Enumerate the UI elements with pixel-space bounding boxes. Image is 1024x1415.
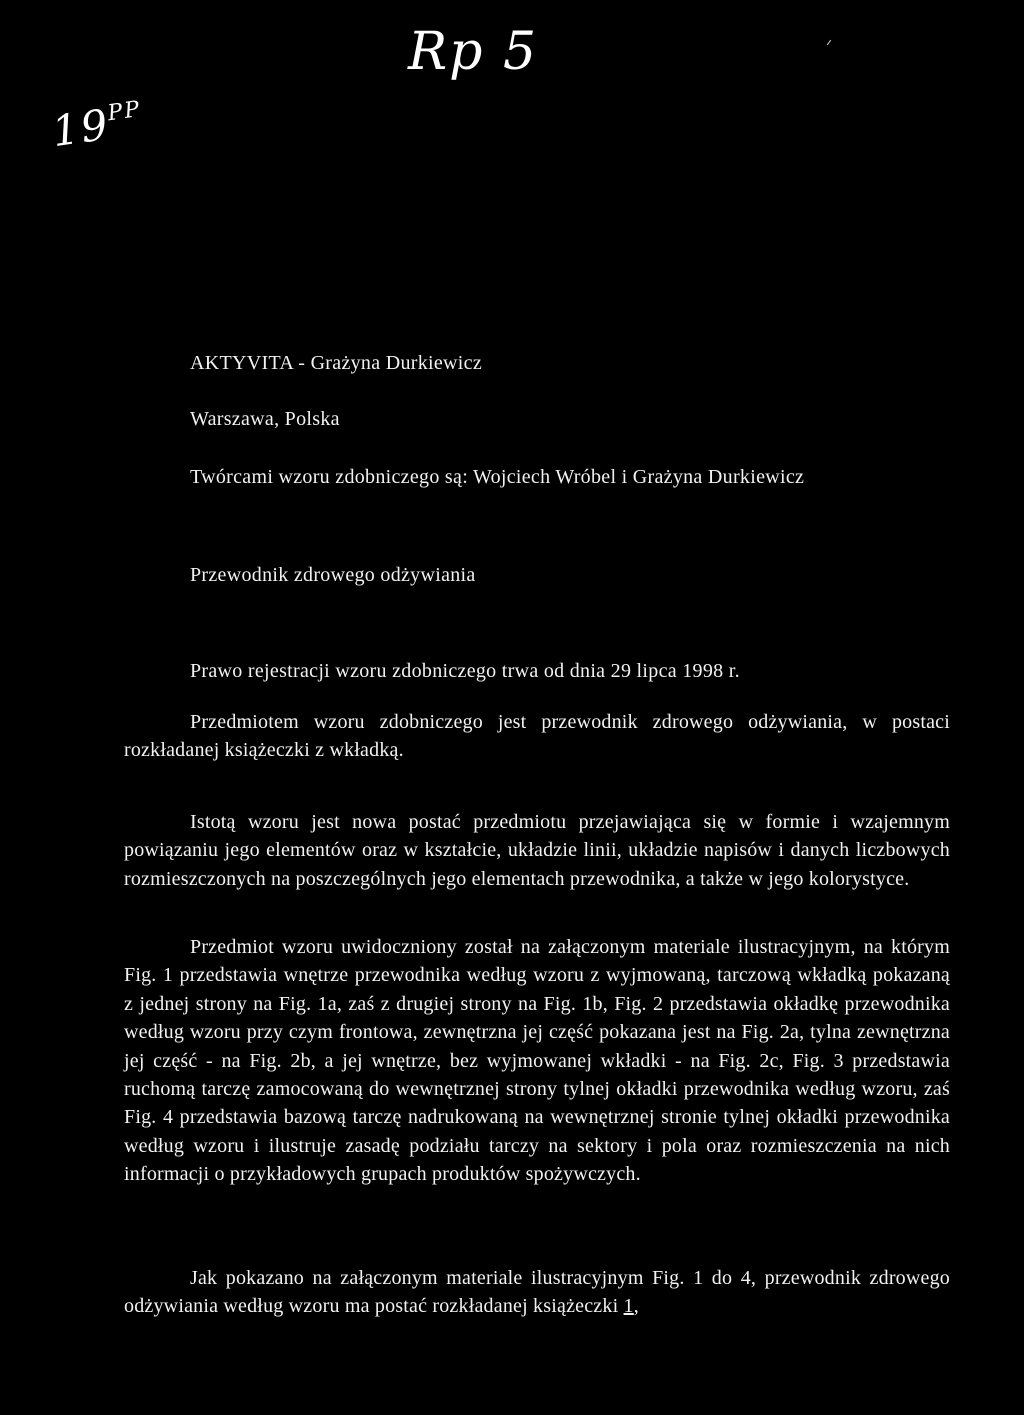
paragraph-essence-text: Istotą wzoru jest nowa postać przedmiotu przejawiająca się w formie i wzajemnym powiązaniu jego elementów oraz w kształcie, układzie linii, układzie napisów i danych liczbowych rozmieszczonych na poszczególnych jego elementach przewodnika, a także w jego kolorystyce.: [124, 811, 950, 890]
paragraph-figures-text: Przedmiot wzoru uwidoczniony został na załączonym materiale ilustracyjnym, na którym Fig. 1 przedstawia wnętrze przewodnika według wzoru z wyjmowaną, tarczową wkładką pokazaną z jednej strony na Fig. 1a, zaś z drugiej strony na Fig. 1b, Fig. 2 przedstawia okładkę przewodnika według wzoru przy czym frontowa, zewnętrzna jej część pokazana jest na Fig. 2a, tylna zewnętrzna jej część - na Fig. 2b, a jej wnętrze, bez wyjmowanej wkładki - na Fig. 2c, Fig. 3 przedstawia ruchomą tarczę zamocowaną do wewnętrznej strony tylnej okładki przewodnika według wzoru, zaś Fig. 4 przedstawia bazową tarczę nadrukowaną na wewnętrznej stronie tylnej okładki przewodnika według wzoru i ilustruje zasadę podziału tarczy na sektory i pola oraz rozmieszczenia na nich informacji o przykładowych grupach produktów spożywczych.: [124, 936, 950, 1186]
reference-numeral: 1: [623, 1295, 634, 1318]
handwritten-margin-note: [48, 96, 146, 157]
paragraph-description-end: ,: [633, 1295, 639, 1318]
scan-artifact-mark: [827, 40, 831, 45]
location-line: Warszawa, Polska: [190, 408, 340, 430]
document-title: Przewodnik zdrowego odżywiania: [190, 564, 476, 586]
handwritten-page-mark: [408, 22, 539, 82]
handwritten-margin-note-main: 19: [48, 99, 113, 157]
paragraph-subject-text: Przedmiotem wzoru zdobniczego jest przewodnik zdrowego odżywiania, w postaci rozkładanej książeczki z wkładką.: [124, 711, 950, 762]
paragraph-description-text: [124, 1264, 950, 1321]
handwritten-margin-note-sup: PP: [106, 96, 143, 127]
applicant-line: AKTYVITA - Grażyna Durkiewicz: [190, 352, 482, 374]
creators-line: Twórcami wzoru zdobniczego są: Wojciech Wróbel i Grażyna Durkiewicz: [190, 466, 805, 488]
handwritten-page-mark-text: Rp 5: [408, 22, 539, 82]
paragraph-description: [124, 1264, 950, 1321]
paragraph-figures: [124, 933, 950, 1189]
paragraph-subject: [124, 708, 950, 765]
paragraph-description-main: Jak pokazano na załączonym materiale ilustracyjnym Fig. 1 do 4, przewodnik zdrowego odżywiania według wzoru ma postać rozkładanej książeczki: [124, 1267, 950, 1318]
paragraph-essence: [124, 808, 950, 893]
registration-line: Prawo rejestracji wzoru zdobniczego trwa od dnia 29 lipca 1998 r.: [190, 660, 740, 682]
